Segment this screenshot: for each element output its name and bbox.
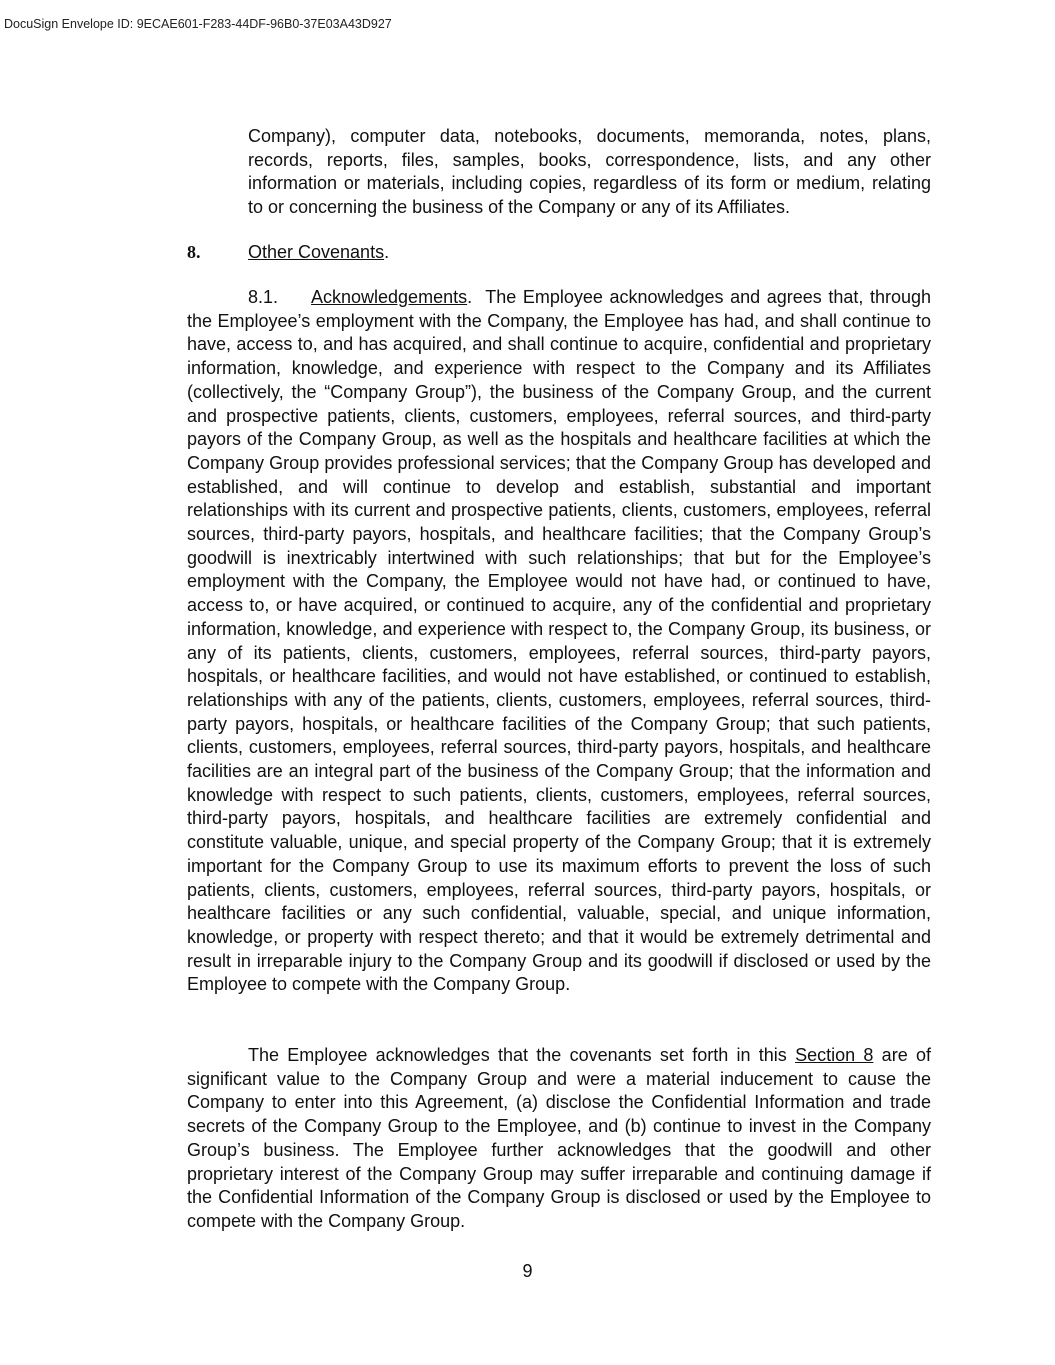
closing-text-end: are of significant value to the Company Group and were a material inducement to cause the Company to enter into this Agreement, (a) disclose the Confidential Information and trade secrets of the Company Group to the Employee, and (b) continue to invest in the Company Group’s business. The Employee further acknowledges that the goodwill and other proprietary interest of the Company Group may suffer irreparable and continuing damage if the Confidential Information of the Company Group is disclosed or used by the Employee to compete with the Company Group. [187, 1045, 931, 1231]
section-title-period: . [384, 242, 390, 262]
subsection-number: 8.1. [248, 287, 279, 307]
section-heading [187, 241, 389, 265]
subsection-paragraph [187, 286, 931, 997]
closing-paragraph [187, 1044, 931, 1234]
subsection-body: The Employee acknowledges and agrees that, through the Employee’s employment with the Company, the Employee has had, and shall continue to have, access to, and has acquired, and shall continue to acquire, confidential and proprietary information, knowledge, and experience with respect to the Company and its Affiliates (collectively, the “Company Group”), the business of the Company Group, and the current and prospective patients, clients, customers, employees, referral sources, and third-party payors of the Company Group, as well as the hospitals and healthcare facilities at which the Company Group provides professional services; that the Company Group has developed and established, and will continue to develop and establish, substantial and important relationships with its current and prospective patients, clients, customers, employees, referral sources, third-party payors, hospitals, and healthcare facilities; that the Company Group’s goodwill is inextricably intertwined with such relationships; that but for the Employee’s employment with the Company, the Employee would not have had, or continued to have, access to, or have acquired, or continued to acquire, any of the confidential and proprietary information, knowledge, and experience with respect to, the Company Group, its business, or any of its patients, clients, customers, employees, referral sources, third-party payors, hospitals, or healthcare facilities, and would not have established, or continued to establish, relationships with any of the patients, clients, customers, employees, referral sources, third-party payors, hospitals, or healthcare facilities of the Company Group; that such patients, clients, customers, employees, referral sources, third-party payors, hospitals, and healthcare facilities are an integral part of the business of the Company Group; that the information and knowledge with respect to such patients, clients, customers, employees, referral sources, third-party payors, hospitals, and healthcare facilities are extremely confidential and constitute valuable, unique, and special property of the Company Group; that it is extremely important for the Company Group to use its maximum efforts to prevent the loss of such patients, clients, customers, employees, referral sources, third-party payors, hospitals, or healthcare facilities or any such confidential, valuable, special, and unique information, knowledge, or property with respect thereto; and that it would be extremely detrimental and result in irreparable injury to the Company Group and its goodwill if disclosed or used by the Employee to compete with the Company Group. [187, 287, 931, 995]
closing-text-start: The Employee acknowledges that the covenants set forth in this [248, 1045, 796, 1065]
page-number: 9 [522, 1261, 533, 1281]
section-number: 8. [187, 242, 201, 262]
section-title: Other Covenants [248, 242, 385, 262]
subsection-title: Acknowledgements [311, 287, 468, 307]
subsection-title-period: . [467, 287, 473, 307]
section-reference: Section 8 [795, 1045, 874, 1065]
docusign-envelope-id: DocuSign Envelope ID: 9ECAE601-F283-44DF-96B0-37E03A43D927 [4, 17, 392, 31]
continuation-paragraph: Company), computer data, notebooks, documents, memoranda, notes, plans, records, reports, files, samples, books, correspondence, lists, and any other information or materials, including copies, regardless of its form or medium, relating to or concerning the business of the Company or any of its Affiliates. [248, 126, 931, 218]
